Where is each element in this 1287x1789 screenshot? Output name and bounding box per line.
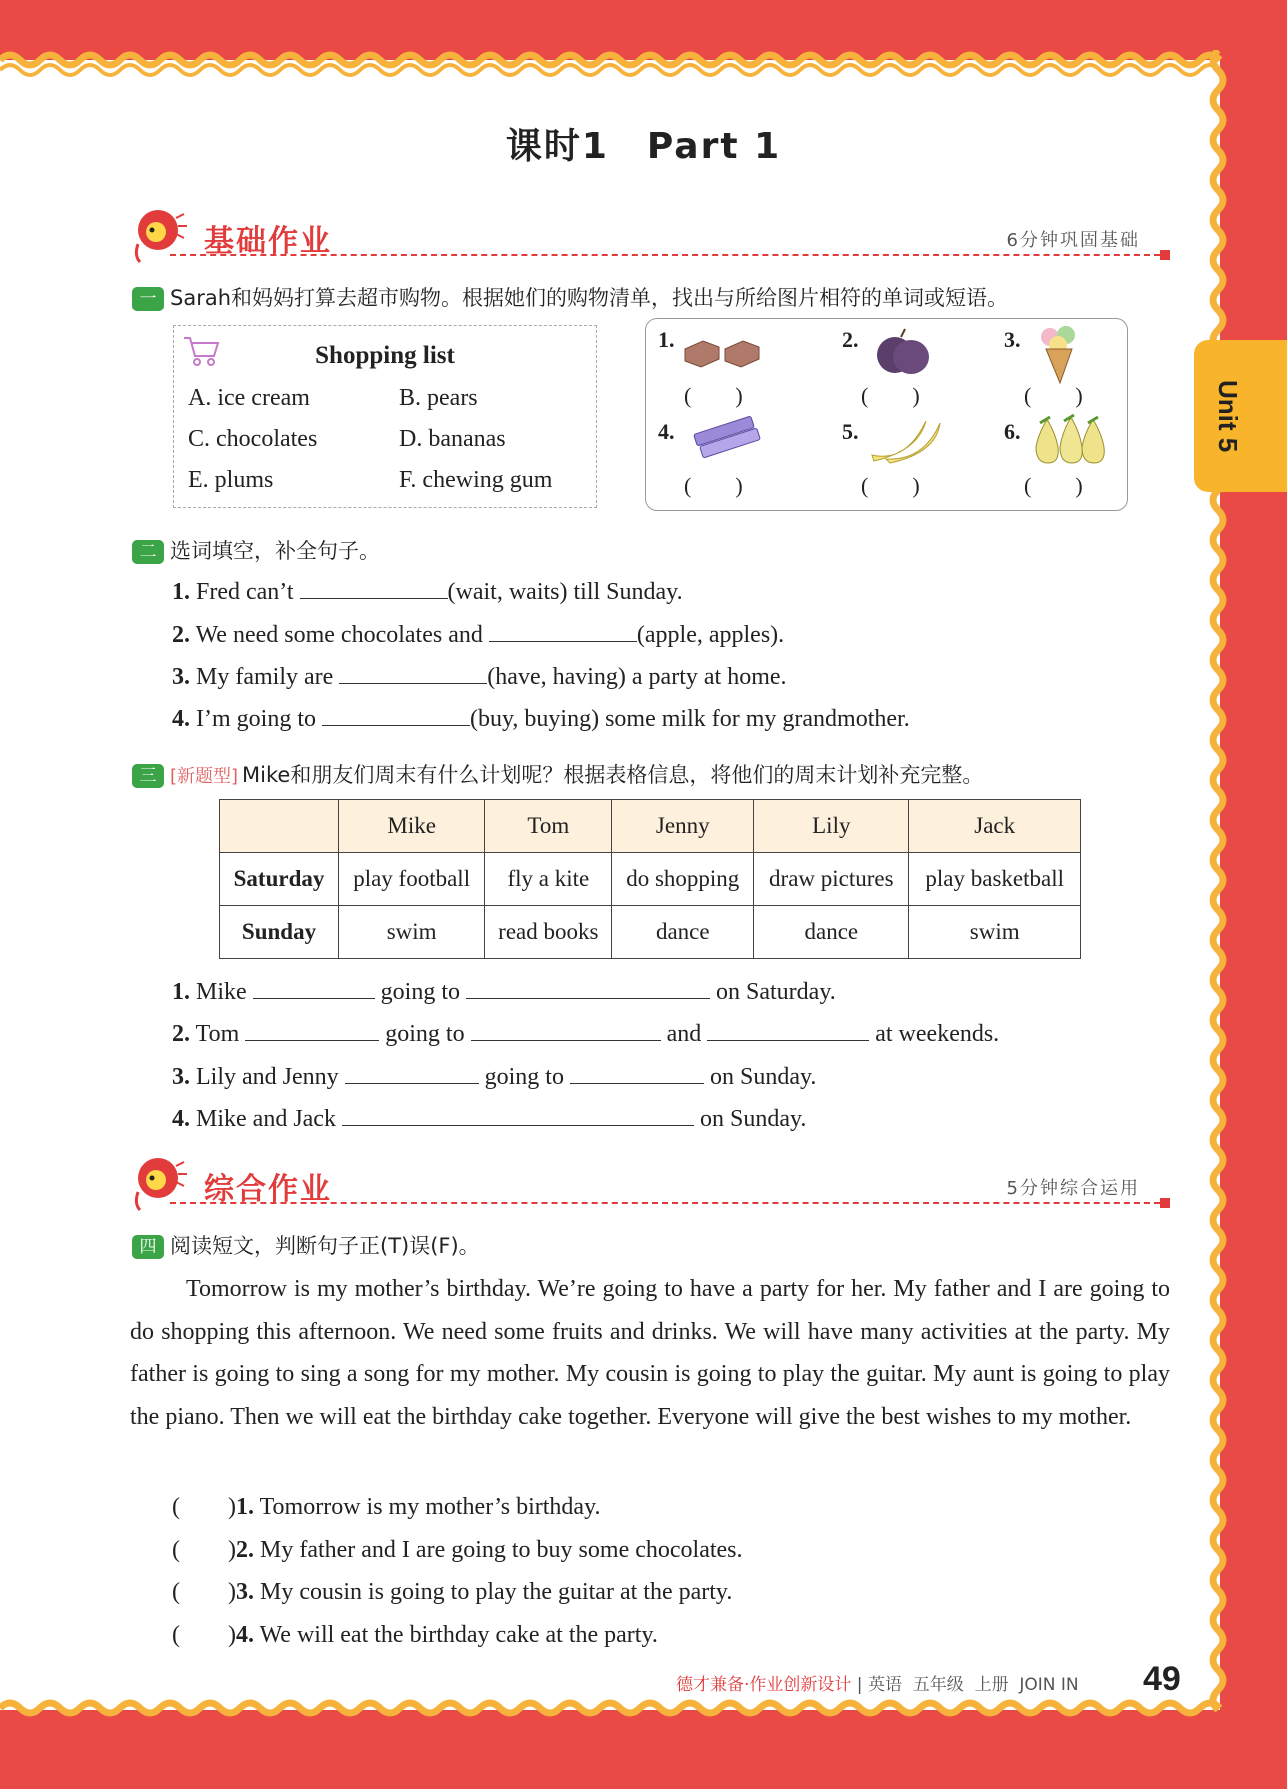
section-combined-title: 综合作业 bbox=[204, 1172, 332, 1207]
shopping-item: D. bananas bbox=[399, 426, 506, 452]
table-header-cell: Mike bbox=[339, 800, 485, 853]
answer-blank[interactable]: ( ) bbox=[172, 1537, 236, 1563]
wavy-border-right bbox=[1200, 50, 1240, 1730]
picture-number: 3. bbox=[1004, 327, 1021, 352]
question-3-text: Mike和朋友们周末有什么计划呢？根据表格信息，将他们的周末计划补充完整。 bbox=[242, 763, 984, 787]
table-header-row bbox=[220, 800, 1081, 853]
picture-box bbox=[645, 318, 1128, 511]
question-2-title bbox=[132, 535, 380, 565]
section-combined-subtitle: 5分钟综合运用 bbox=[1006, 1178, 1140, 1199]
table-cell bbox=[220, 800, 339, 853]
answer-blank[interactable]: ( ) bbox=[684, 383, 743, 408]
table-header-cell: Jenny bbox=[612, 800, 754, 853]
page-footer: 德才兼备·作业创新设计 | 英语 五年级 上册 JOIN IN bbox=[676, 1675, 1079, 1695]
table-row bbox=[220, 853, 1081, 906]
answer-blank[interactable]: ( ) bbox=[172, 1494, 236, 1520]
page-title: 课时1 Part 1 bbox=[505, 126, 782, 167]
sentence: 4. I’m going to (buy, buying) some milk for my grandmother. bbox=[172, 703, 910, 733]
answer-blank[interactable] bbox=[345, 1061, 479, 1084]
answer-blank[interactable] bbox=[253, 976, 375, 999]
section-combined-header bbox=[130, 1152, 1170, 1212]
sentence: 2. We need some chocolates and (apple, apples). bbox=[172, 619, 784, 649]
table-cell: dance bbox=[612, 906, 754, 959]
true-false-item: ( )4. We will eat the birthday cake at the party. bbox=[172, 1622, 658, 1648]
shopping-item: E. plums bbox=[188, 467, 274, 493]
reading-passage bbox=[130, 1268, 1170, 1438]
shopping-item: F. chewing gum bbox=[399, 467, 553, 493]
section-basic-title: 基础作业 bbox=[204, 224, 332, 259]
unit-tab-label: Unit 5 bbox=[1213, 380, 1243, 453]
answer-blank[interactable] bbox=[245, 1018, 379, 1041]
answer-blank[interactable]: ( ) bbox=[861, 383, 920, 408]
answer-blank[interactable] bbox=[471, 1018, 661, 1041]
table-row-header: Saturday bbox=[220, 853, 339, 906]
footer-term: 上册 bbox=[974, 1675, 1009, 1695]
table-row bbox=[220, 906, 1081, 959]
page-number: 49 bbox=[1143, 1660, 1181, 1698]
picture-number: 6. bbox=[1004, 419, 1021, 444]
question-4-text: 阅读短文，判断句子正(T)误(F)。 bbox=[170, 1234, 480, 1258]
footer-series: JOIN IN bbox=[1019, 1675, 1079, 1695]
footer-grade: 五年级 bbox=[912, 1675, 964, 1695]
new-type-tag: [新题型] bbox=[170, 766, 239, 787]
sentence: 1. Fred can’t (wait, waits) till Sunday. bbox=[172, 576, 683, 606]
answer-blank[interactable]: ( ) bbox=[1024, 473, 1083, 498]
question-2-badge: 二 bbox=[132, 540, 164, 564]
section-basic-header bbox=[130, 204, 1170, 264]
answer-blank[interactable] bbox=[570, 1061, 704, 1084]
answer-blank[interactable]: ( ) bbox=[861, 473, 920, 498]
ice-cream-icon bbox=[1034, 321, 1084, 385]
table-cell: dance bbox=[754, 906, 909, 959]
table-cell: swim bbox=[339, 906, 485, 959]
answer-blank[interactable] bbox=[300, 576, 448, 599]
sentence: 1. Mike going to on Saturday. bbox=[172, 976, 836, 1006]
question-1-title bbox=[132, 282, 1008, 312]
bananas-icon bbox=[866, 415, 948, 465]
passage-text: Tomorrow is my mother’s birthday. We’re going to have a party for her. My father and I are going to do shopping this afternoon. We need some fruits and drinks. We will have many activities at the party. My father is going to sing a song for my mother. My cousin is going to play the guitar. My aunt is going to play the piano. Then we will eat the birthday cake together. Everyone will give the best wishes to my mother. bbox=[130, 1276, 1170, 1430]
footer-subject: 英语 bbox=[867, 1675, 902, 1695]
picture-number: 1. bbox=[658, 327, 675, 352]
table-cell: read books bbox=[485, 906, 612, 959]
table-header-cell: Jack bbox=[909, 800, 1081, 853]
true-false-item: ( )1. Tomorrow is my mother’s birthday. bbox=[172, 1494, 601, 1520]
divider-end-marker bbox=[1160, 1198, 1170, 1208]
wavy-border-bottom bbox=[0, 1690, 1287, 1730]
table-cell: play basketball bbox=[909, 853, 1081, 906]
table-cell: do shopping bbox=[612, 853, 754, 906]
footer-brand: 德才兼备·作业创新设计 bbox=[676, 1675, 852, 1695]
true-false-item: ( )2. My father and I are going to buy some chocolates. bbox=[172, 1537, 743, 1563]
shopping-item: A. ice cream bbox=[188, 385, 310, 411]
plums-icon bbox=[871, 327, 935, 377]
question-4-title bbox=[132, 1230, 480, 1260]
picture-number: 5. bbox=[842, 419, 859, 444]
table-cell: play football bbox=[339, 853, 485, 906]
table-cell: draw pictures bbox=[754, 853, 909, 906]
chewing-gum-icon bbox=[686, 415, 766, 459]
sentence: 4. Mike and Jack on Sunday. bbox=[172, 1103, 806, 1133]
table-cell: fly a kite bbox=[485, 853, 612, 906]
question-4-badge: 四 bbox=[132, 1235, 164, 1259]
weekend-plan-table bbox=[219, 799, 1081, 959]
answer-blank[interactable]: ( ) bbox=[1024, 383, 1083, 408]
shopping-item: B. pears bbox=[399, 385, 478, 411]
shopping-list-title: Shopping list bbox=[315, 342, 455, 369]
shopping-item: C. chocolates bbox=[188, 426, 318, 452]
question-3-badge: 三 bbox=[132, 764, 164, 788]
table-header-cell: Tom bbox=[485, 800, 612, 853]
table-cell: swim bbox=[909, 906, 1081, 959]
answer-blank[interactable]: ( ) bbox=[172, 1622, 236, 1648]
sentence: 3. Lily and Jenny going to on Sunday. bbox=[172, 1061, 816, 1091]
section-divider bbox=[170, 1202, 1160, 1204]
question-2-text: 选词填空，补全句子。 bbox=[170, 539, 380, 563]
table-row-header: Sunday bbox=[220, 906, 339, 959]
question-3-title bbox=[132, 759, 983, 789]
true-false-item: ( )3. My cousin is going to play the guitar at the party. bbox=[172, 1579, 733, 1605]
table-header-cell: Lily bbox=[754, 800, 909, 853]
pears-icon bbox=[1030, 413, 1112, 467]
picture-number: 4. bbox=[658, 419, 675, 444]
answer-blank[interactable] bbox=[342, 1103, 694, 1126]
section-divider bbox=[170, 254, 1160, 256]
answer-blank[interactable] bbox=[322, 703, 470, 726]
answer-blank[interactable] bbox=[339, 661, 487, 684]
question-1-badge: 一 bbox=[132, 287, 164, 311]
answer-blank[interactable] bbox=[466, 976, 710, 999]
answer-blank[interactable] bbox=[489, 619, 637, 642]
section-basic-subtitle: 6分钟巩固基础 bbox=[1006, 230, 1140, 251]
sentence: 2. Tom going to and at weekends. bbox=[172, 1018, 999, 1048]
shopping-list-box bbox=[173, 325, 597, 508]
answer-blank[interactable]: ( ) bbox=[172, 1579, 236, 1605]
question-1-text: Sarah和妈妈打算去超市购物。根据她们的购物清单，找出与所给图片相符的单词或短语。 bbox=[170, 286, 1009, 310]
unit-tab[interactable] bbox=[1194, 340, 1287, 492]
wavy-border-top bbox=[0, 42, 1287, 82]
picture-number: 2. bbox=[842, 327, 859, 352]
sentence: 3. My family are (have, having) a party at home. bbox=[172, 661, 787, 691]
answer-blank[interactable] bbox=[707, 1018, 869, 1041]
divider-end-marker bbox=[1160, 250, 1170, 260]
chocolates-icon bbox=[681, 335, 765, 371]
answer-blank[interactable]: ( ) bbox=[684, 473, 743, 498]
